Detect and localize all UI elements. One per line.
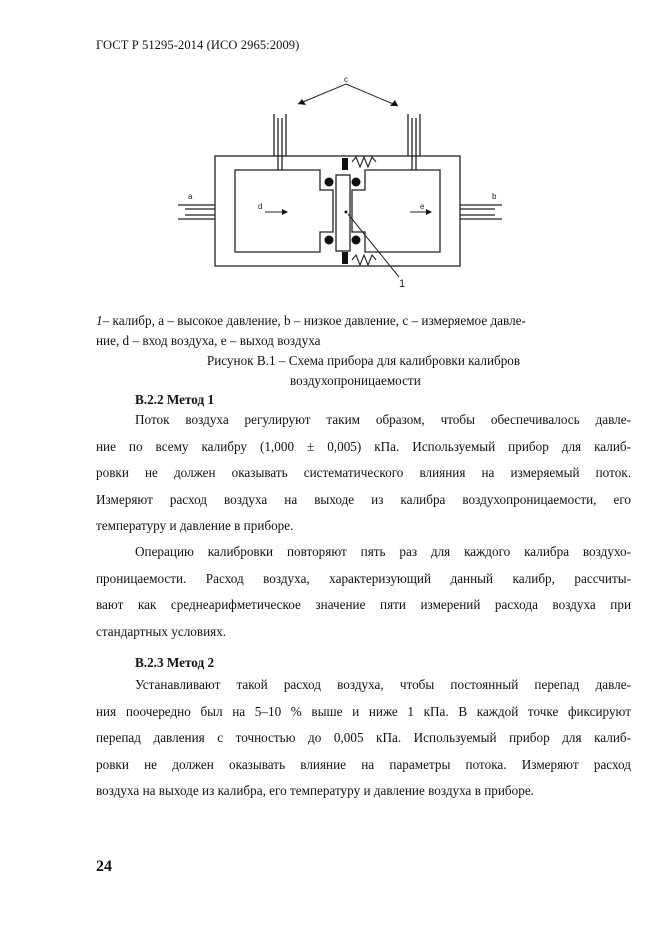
pressure-tap-right xyxy=(408,114,420,170)
text-line: Поток воздуха регулируют таким образом, чтобы обеспечивалось давле- xyxy=(135,412,631,427)
text-line: Операцию калибровки повторяют пять раз для каждого калибра воздухо- xyxy=(135,544,631,559)
text-line: перепад давления с точностью до 0,005 кПа. Используемый прибор для калиб- xyxy=(96,730,631,745)
paragraph-method-2 xyxy=(96,672,631,805)
paragraph-method-1-a xyxy=(96,407,631,540)
figure-caption-line-2: воздухопроницаемости xyxy=(290,373,421,388)
text-line: воздуха на выходе из калибра, его температуру и давление воздуха в приборе. xyxy=(96,783,534,798)
label-a: a xyxy=(188,192,193,201)
text-line: Измеряют расход воздуха на выходе из калибра воздухопроницаемости, его xyxy=(96,491,631,507)
text-line: ния поочередно был на 5–10 % выше и ниже 1 кПа. В каждой точке фиксируют xyxy=(96,703,631,719)
spring-top xyxy=(352,157,376,167)
leader-1 xyxy=(348,214,399,277)
standard-header: ГОСТ Р 51295-2014 (ИСО 2965:2009) xyxy=(96,38,300,52)
label-1: 1 xyxy=(399,278,406,290)
page-number: 24 xyxy=(96,858,112,875)
legend-line-1: – калибр, a – высокое давление, b – низкое давление, c – измеряемое давле- xyxy=(102,313,526,328)
text-line: ние по всему калибру (1,000 ± 0,005) кПа. Используемый прибор для калиб- xyxy=(96,438,631,454)
paragraph-method-1-b xyxy=(96,539,631,645)
text-line: Устанавливают такой расход воздуха, чтобы постоянный перепад давле- xyxy=(135,677,631,692)
figure-caption-line-1: Рисунок В.1 – Схема прибора для калибровки калибров xyxy=(206,353,521,368)
section-heading-method-2: В.2.3 Метод 2 xyxy=(135,655,215,670)
label-c: c xyxy=(344,75,348,84)
section-heading-method-1: В.2.2 Метод 1 xyxy=(135,392,215,407)
text-line: вают как среднеарифметическое значение пяти измерений расхода воздуха при xyxy=(96,597,631,612)
housing-outer xyxy=(215,156,460,266)
figure-legend xyxy=(96,311,631,351)
leader-c xyxy=(298,84,398,106)
calibration-device-diagram xyxy=(170,72,530,302)
label-e: e xyxy=(420,202,425,211)
spring-bottom xyxy=(352,255,376,265)
outlet-tube xyxy=(460,205,502,219)
text-line: ровки не должен оказывать систематического влияния на измеряемый поток. xyxy=(96,465,631,480)
text-line: стандартных условиях. xyxy=(96,623,227,639)
legend-number: 1 xyxy=(96,313,103,328)
gauge-column xyxy=(336,175,350,251)
legend-line-2: ние, d – вход воздуха, e – выход воздуха xyxy=(96,333,321,348)
inlet-tube xyxy=(178,205,215,219)
text-line: температуру и давление в приборе. xyxy=(96,518,294,533)
label-d: d xyxy=(258,202,263,211)
text-line: ровки не должен оказывать влияние на параметры потока. Измеряют расход xyxy=(96,756,631,772)
text-line: проницаемости. Расход воздуха, характеризующий данный калибр, рассчиты- xyxy=(96,570,631,586)
label-b: b xyxy=(492,192,497,201)
pressure-tap-left xyxy=(274,114,286,170)
